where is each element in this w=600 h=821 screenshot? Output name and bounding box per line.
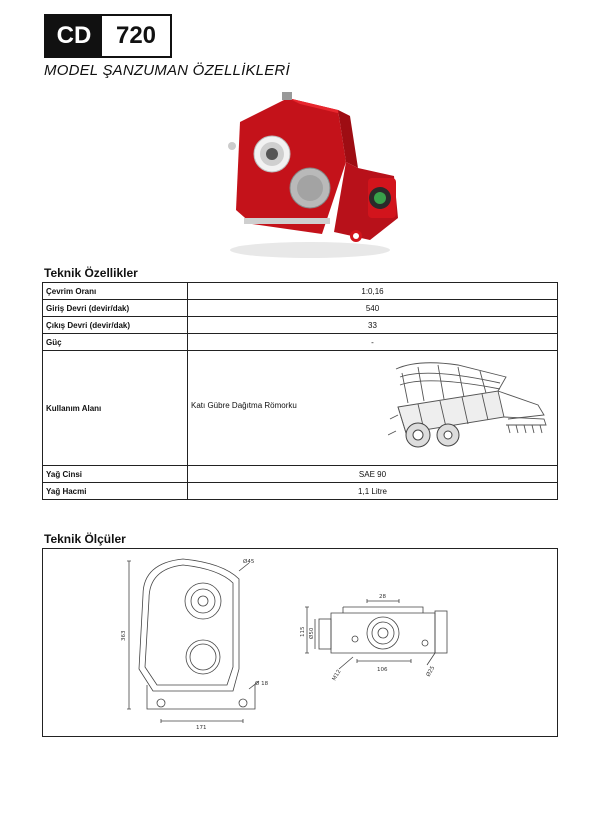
dim-label-28: 28 — [379, 594, 386, 600]
spec-value: 1,1 Litre — [188, 483, 558, 500]
side-view-drawing — [305, 599, 447, 669]
spec-label: Çevrim Oranı — [43, 283, 188, 300]
table-row — [43, 300, 558, 317]
model-code: CD — [46, 16, 102, 56]
dim-label-d25: Ø25 — [425, 665, 437, 678]
usage-cell — [188, 351, 558, 466]
spec-value: - — [188, 334, 558, 351]
page-subtitle: MODEL ŞANZUMAN ÖZELLİKLERİ — [44, 62, 290, 79]
table-row — [43, 283, 558, 300]
spec-label: Çıkış Devri (devir/dak) — [43, 317, 188, 334]
dim-label-106: 106 — [377, 667, 388, 673]
table-row — [43, 466, 558, 483]
gearbox-product-image — [218, 92, 400, 262]
spec-value: 540 — [188, 300, 558, 317]
model-badge — [44, 14, 172, 58]
dim-label-height: 363 — [121, 630, 127, 641]
spec-value: 33 — [188, 317, 558, 334]
table-row — [43, 483, 558, 500]
technical-drawing — [42, 548, 558, 737]
spec-value: SAE 90 — [188, 466, 558, 483]
dim-label-m12: M12 — [331, 668, 343, 682]
dim-label-115: 115 — [300, 626, 306, 637]
front-view-drawing — [127, 559, 259, 723]
dim-label-base-width: 171 — [196, 725, 207, 731]
spec-label: Yağ Cinsi — [43, 466, 188, 483]
usage-text: Katı Gübre Dağıtma Römorku — [191, 401, 297, 410]
dim-label-d45: Ø45 — [243, 559, 255, 565]
spec-value: 1:0,16 — [188, 283, 558, 300]
spec-label: Yağ Hacmi — [43, 483, 188, 500]
manure-spreader-illustration — [388, 355, 548, 455]
table-row — [43, 317, 558, 334]
dim-label-d50: Ø50 — [309, 627, 315, 639]
spec-label: Giriş Devri (devir/dak) — [43, 300, 188, 317]
spec-label: Güç — [43, 334, 188, 351]
specs-title: Teknik Özellikler — [44, 266, 138, 280]
dim-label-bolt: Ø 18 — [255, 681, 269, 687]
specs-table — [42, 282, 558, 500]
spec-label: Kullanım Alanı — [43, 351, 188, 466]
model-number: 720 — [102, 16, 170, 56]
table-row — [43, 351, 558, 466]
dimensions-title: Teknik Ölçüler — [44, 532, 126, 546]
table-row — [43, 334, 558, 351]
